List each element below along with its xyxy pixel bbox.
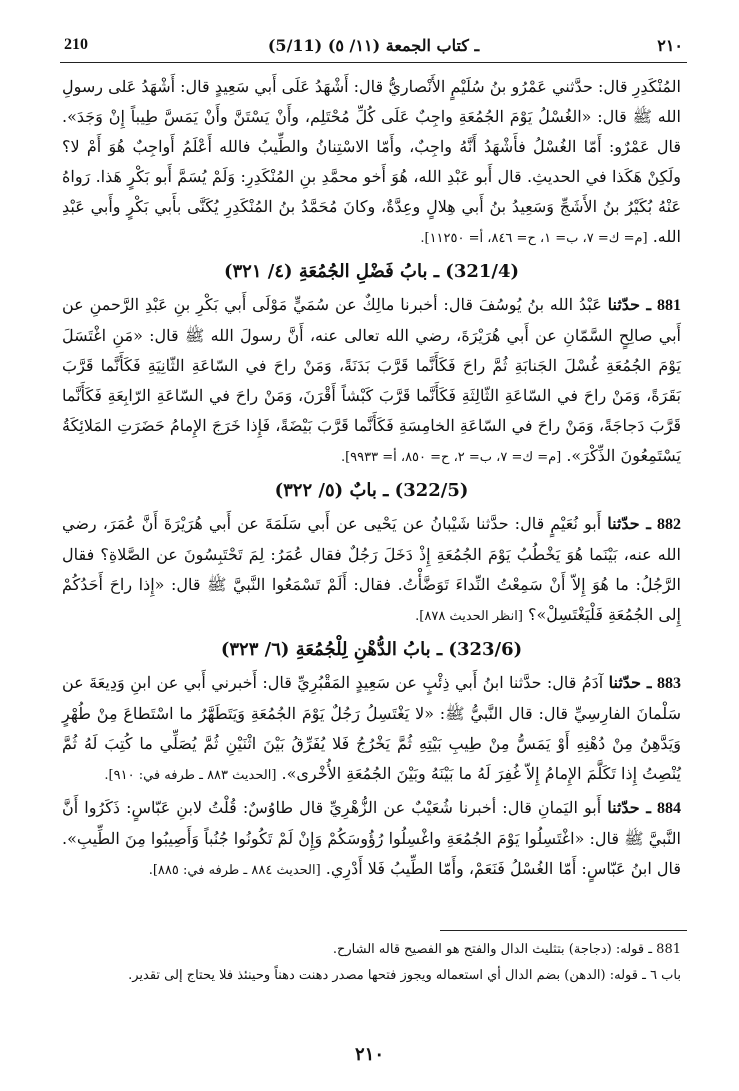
hadith-881 (62, 290, 681, 473)
hadith-883 (62, 668, 681, 791)
paragraph-text: المُنْكَدِرِ قال: حدَّثني عَمْرُو بنُ سُلَيْمٍ الأَنْصاريُّ قال: أَشْهَدُ عَلَى أَبي سَعِيدٍ قال: أَشْهَدُ عَلى رسولِ الله ﷺ قال: «الغُسْلُ يَوْمَ الجُمُعَةِ واجِبٌ عَلَى كُلِّ مُحْتَلِم، وأَنْ يَسْتَنَّ وأَنْ يَمَسَّ طِيباً إِنْ وَجَدَ». قال عَمْرٌو: أَمّا الغُسْلُ فأَشْهَدُ أَنَّهُ واجِبٌ، وأَمّا الاسْتِنانُ والطِّيبُ فالله أَعْلَمُ أَواجِبٌ هُوَ أَمْ لا؟ ولَكِنْ هَكَذا في الحديثِ. قال أَبو عَبْدِ الله، هُوَ أَخو محمَّدِ بنِ المُنْكَدِرِ: وَلَمْ يُسَمَّ أَبو بَكْرٍ هَذا. رَواهُ عَنْهُ بُكَيْرُ بنُ الأَشَجِّ وَسَعِيدُ بنُ أَبي هِلالٍ وعِدَّةٌ، وكانَ مُحَمَّدُ بنُ المُنْكَدِرِ يُكَنَّى بأَبي بَكْرٍ وأَبي عَبْدِ الله. (62, 77, 682, 246)
page-number-latin: 210 (64, 36, 88, 53)
hadith-number: 883 (657, 675, 681, 692)
hadith-text: أَبو نُعَيْمٍ قال: حدَّثنا شَيْبانُ عن يَحْيى عن أَبي سَلَمَةَ عن أَبي هُرَيْرَةَ أَنَّ عُمَرَ، رضي الله عنه، بَيْنَما هُوَ يَخْطُبُ يَوْمَ الجُمُعَةِ إِذْ دَخَلَ رَجُلٌ فقال عُمَرُ: لِمَ تَحْتَبِسُونَ عن الصَّلاةِ؟ فقال الرَّجُلُ: ما هُوَ إِلاّ أَنْ سَمِعْتُ النِّداءَ تَوَضَّأْتُ. فقال: أَلَمْ تَسْمَعُوا النَّبيَّ ﷺ قال: «إِذا راحَ أَحَدُكُمْ إِلى الجُمُعَةِ فَلْيَغْتَسِلْ»؟ (62, 514, 681, 624)
hadith-number: 884 (657, 800, 682, 817)
chapter-heading-al-duhn: (323/6) ـ بابُ الدُّهْنِ لِلْجُمُعَةِ (٦/ ٣٢٣) (220, 639, 523, 660)
hadith-text: آدَمُ قال: حدَّثنا ابنُ أَبي ذِئْبٍ عن سَعِيدٍ المَقْبُرِيِّ قال: أَخبرني أَبي عن ابنِ وَدِيعَةَ عن سَلْمانَ الفارِسِيِّ قال: قال النَّبيُّ ﷺ: «لا يَغْتَسِلُ رَجُلٌ يَوْمَ الجُمُعَةِ وَيَتَطَهَّرُ ما اسْتَطاعَ مِنْ طُهْرٍ وَيَدَّهِنُ مِنْ دُهْنِهِ أَوْ يَمَسُّ مِنْ طِيبِ بَيْتِهِ ثُمَّ يَخْرُجُ فَلا يُفَرِّقُ بَيْنَ اثْنَيْنِ ثُمَّ يُصَلِّي ما كُتِبَ لَهُ ثُمَّ يُنْصِتُ إِذا تَكَلَّمَ الإِمامُ إِلاّ غُفِرَ لَهُ ما بَيْنَهُ وبَيْنَ الجُمُعَةِ الأُخْرى». (62, 673, 682, 783)
hadith-text: عَبْدُ الله بنُ يُوسُفَ قال: أخبرنا مالِكٌ عن سُمَيٍّ مَوْلَى أَبي بَكْرِ بنِ عَبْدِ الرَّحمنِ عن أَبي صالِحٍ السَّمّانِ عن أَبي هُرَيْرَةَ، رضي الله تعالى عنه، أَنَّ رسولَ الله ﷺ قال: «مَنِ اغْتَسَلَ يَوْمَ الجُمُعَةِ غُسْلَ الجَنابَةِ ثُمَّ راحَ فَكَأَنَّما قَرَّبَ بَدَنَةً، وَمَنْ راحَ في السّاعَةِ الثّانِيَةِ فَكَأَنَّما قَرَّبَ بَقَرَةً، وَمَنْ راحَ في السّاعَةِ الثّالِثَةِ فَكَأَنَّما قَرَّبَ كَبْشاً أَقْرَنَ، وَمَنْ راحَ في السّاعَةِ الرّابِعَةِ فَكَأَنَّما قَرَّبَ دَجاجَةً، وَمَنْ راحَ في السّاعَةِ الخامِسَةِ فَكَأَنَّما قَرَّبَ بَيْضَةً، فَإِذا خَرَجَ الإِمامُ حَضَرَتِ المَلائِكَةُ يَسْتَمِعُونَ الذِّكْرَ». (62, 295, 682, 465)
footnote-881: 881 ـ قوله: (دجاجة) بتثليث الدال والفتح هو الفصيح قاله الشارح. (332, 942, 681, 957)
hadith-lead: ـ حدّثنا (608, 673, 652, 692)
page-header (60, 34, 687, 60)
paragraph-continuation (62, 72, 681, 254)
reference: [الحديث ٨٨٤ ـ طرفه في: ٨٨٥]. (148, 863, 321, 878)
reference: [م= ك= ٧، ب= ١، ح= ٨٤٦، أ= ١١٢٥٠]. (420, 231, 648, 246)
reference: [انظر الحديث ٨٧٨]. (415, 609, 523, 624)
running-title: (5/11) ـ كتاب الجمعة (١١/ ٥) (267, 36, 480, 55)
hadith-884 (62, 793, 681, 886)
hadith-lead: ـ حدّثنا (607, 798, 651, 817)
hadith-lead: ـ حدّثنا (607, 295, 652, 314)
hadith-lead: ـ حدّثنا (607, 514, 651, 533)
hadith-text: أَبو اليَمانِ قال: أخبرنا شُعَيْبٌ عن الزُّهْرِيِّ قال طاوُسٌ: قُلْتُ لابنِ عَبّاسٍ: ذَكَرُوا أَنَّ النَّبيَّ ﷺ قال: «اغْتَسِلُوا يَوْمَ الجُمُعَةِ واغْسِلُوا رُؤُوسَكُمْ وَإِنْ لَمْ تَكُونُوا جُنُباً وَأَصِيبُوا مِنَ الطِّيبِ». قال ابنُ عَبّاسٍ: أَمّا الغُسْلُ فَنَعَمْ، وأَمّا الطِّيبُ فَلا أَدْرِي. (62, 798, 681, 878)
chapter-heading-bab: (322/5) ـ بابٌ (٥/ ٣٢٢) (274, 480, 469, 501)
footnote-bab-6: باب ٦ ـ قوله: (الدهن) بضم الدال أي استعماله ويجوز فتحها مصدر دهنت دهناً وحينئذ فلا يحتاج إلى تقدير. (128, 968, 681, 983)
reference: [م= ك= ٧، ب= ٢، ح= ٨٥٠، أ= ٩٩٣٣]. (340, 450, 562, 465)
footnote-rule (440, 930, 687, 931)
hadith-number: 881 (657, 297, 681, 314)
reference: [الحديث ٨٨٣ ـ طرفه في: ٩١٠]. (104, 768, 277, 783)
header-rule (60, 62, 687, 63)
page-number-arabic: ٢١٠ (657, 36, 683, 55)
hadith-882 (62, 509, 681, 632)
chapter-heading-fadl-al-jumua: (321/4) ـ بابُ فَضْلِ الجُمُعَةِ (٤/ ٣٢١) (223, 261, 520, 282)
hadith-number: 882 (657, 516, 682, 533)
page-footer-number: ٢١٠ (354, 1044, 384, 1065)
footnotes (62, 940, 681, 992)
main-text (62, 72, 681, 888)
